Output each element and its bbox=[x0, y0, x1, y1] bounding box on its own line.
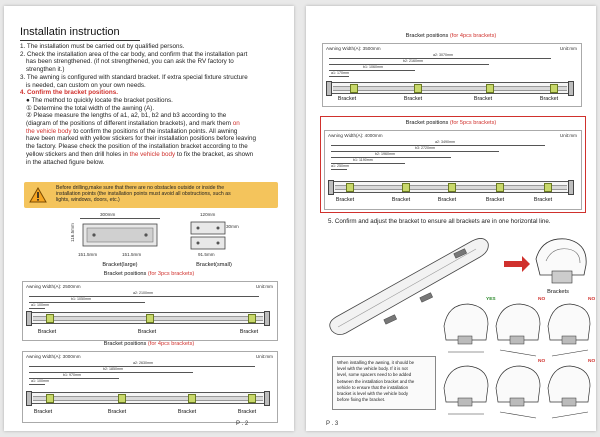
end-cap bbox=[568, 81, 574, 96]
warning-line: Before drilling,make sure that there are no obstacles outside or inside the bbox=[56, 185, 225, 191]
dim-label: b2: 2160mm bbox=[403, 59, 423, 63]
step4-line-text: (diagram of the positions of different installation brackets), and mark them bbox=[26, 120, 231, 128]
end-cap bbox=[26, 391, 32, 406]
diagramA-heading bbox=[366, 33, 536, 39]
dim-label: a2: 2630mm bbox=[133, 361, 153, 365]
dim-line bbox=[29, 308, 45, 309]
diagram4-frame bbox=[22, 351, 278, 423]
note-line: level, some spacers need to be added bbox=[337, 372, 412, 378]
step4-line: ● The method to quickly locate the bracket positions. bbox=[26, 96, 173, 104]
dim-label: a1: 100mm bbox=[31, 379, 49, 383]
item-line: 2. Check the installation area of the car body, and confirm that the installation part bbox=[20, 50, 248, 58]
bracket-sticker bbox=[46, 314, 54, 323]
item-line: strengthen it.) bbox=[26, 66, 65, 74]
dim-line bbox=[331, 151, 499, 152]
step4-line-text: yellow stickers and then drill holes in bbox=[26, 150, 130, 158]
dim-label: b3: 2720mm bbox=[415, 146, 435, 150]
step4-line-text: to fix the bracket, as shown bbox=[175, 150, 254, 158]
note-text bbox=[337, 360, 433, 403]
bracket-sticker bbox=[346, 183, 354, 192]
dim-label: b1: 970mm bbox=[63, 373, 81, 377]
bracket-sticker bbox=[248, 394, 256, 403]
level-check-illustrations bbox=[438, 296, 594, 424]
diagram3-heading bbox=[64, 271, 234, 277]
note-line: between the installation bracket and the bbox=[337, 378, 415, 384]
step5-text: 5. Confirm and adjust the bracket to ensure all brackets are in one horizontal line. bbox=[328, 218, 551, 225]
dim-line bbox=[329, 64, 489, 65]
bracket-label: Bracket bbox=[37, 329, 57, 335]
no-badge: NO bbox=[538, 359, 546, 364]
dim-line bbox=[331, 157, 451, 158]
bracket-label: Bracket bbox=[391, 197, 411, 203]
bracket-label: Bracket bbox=[335, 197, 355, 203]
arrow-icon bbox=[504, 256, 530, 272]
red-word: on bbox=[232, 120, 240, 128]
item-line: is needed, can custom on your own needs. bbox=[26, 81, 146, 89]
note-line: before fixing the bracket. bbox=[337, 397, 386, 403]
bracket-label: Bracket bbox=[33, 409, 53, 415]
warning-icon bbox=[29, 187, 47, 203]
dim-line bbox=[331, 145, 545, 146]
diagram4-heading bbox=[64, 341, 234, 347]
bracket-sticker bbox=[188, 394, 196, 403]
dim-label: 300mm bbox=[100, 212, 116, 217]
dim-line bbox=[331, 169, 347, 170]
awning-rail bbox=[33, 396, 263, 401]
dim-line bbox=[80, 218, 160, 219]
bracket-label: Bracket bbox=[403, 96, 423, 102]
bracket-label: Bracket bbox=[337, 96, 357, 102]
step4-line: the factory. Please check the position of the installation bracket according to the bbox=[26, 143, 248, 151]
dim-label: a1: 170mm bbox=[331, 71, 349, 75]
note-line: level with the vehicle body. If it is not bbox=[337, 366, 408, 372]
intro-list bbox=[20, 43, 290, 166]
bracket-sticker bbox=[414, 84, 422, 93]
dim-line bbox=[29, 296, 259, 297]
step4-line: have been marked with yellow stickers for their installation positions before leaving bbox=[26, 135, 256, 143]
dim-label: b1: 1050mm bbox=[71, 297, 91, 301]
bracket-sticker bbox=[544, 183, 552, 192]
awning-rail bbox=[333, 86, 567, 91]
end-cap bbox=[264, 311, 270, 326]
bracket-label: Bracket bbox=[239, 329, 259, 335]
no-badge: NO bbox=[588, 297, 596, 302]
warning-box bbox=[24, 182, 278, 208]
brackets-label: Brackets bbox=[547, 289, 569, 295]
warning-line: installation points (the installation points must avoid all obstructions, such as bbox=[56, 191, 231, 198]
dim-label: 30mm bbox=[226, 224, 239, 229]
unit-label: Unit:mm bbox=[559, 46, 577, 51]
bracket-sticker bbox=[248, 314, 256, 323]
bracket-sticker bbox=[350, 84, 358, 93]
bracket-label: Bracket bbox=[485, 197, 505, 203]
heading-text: Bracket positions bbox=[405, 33, 450, 39]
step4-line: in the attached figure below. bbox=[26, 158, 105, 166]
bracket-label: Bracket bbox=[437, 197, 457, 203]
awning-width: Awning Width(A): 2500mm bbox=[26, 284, 81, 289]
page-number: P . 2 bbox=[236, 421, 249, 427]
diagram3-frame bbox=[22, 281, 278, 341]
diagramA-frame bbox=[322, 43, 582, 107]
dim-label: a2: 3070mm bbox=[433, 53, 453, 57]
end-cap bbox=[264, 391, 270, 406]
bracket-label: Bracket bbox=[533, 197, 553, 203]
heading-red: (for 4pcs brackets) bbox=[147, 341, 195, 347]
note-line: When installing the awning, it should be bbox=[337, 360, 415, 365]
dim-line bbox=[29, 366, 255, 367]
dim-label: 116.5mm bbox=[70, 223, 75, 242]
bracket-label: Bracket bbox=[177, 409, 197, 415]
item-line: 1. The installation must be carried out by qualified persons. bbox=[20, 43, 185, 50]
left-page bbox=[4, 6, 294, 431]
dim-line bbox=[329, 58, 551, 59]
step4-line: ② Please measure the lengths of a1, a2, b1, b2 and b3 according to the bbox=[26, 112, 227, 120]
red-phrase: the vehicle body bbox=[26, 127, 72, 135]
dim-line bbox=[29, 384, 45, 385]
dim-label: b2: 1960mm bbox=[375, 152, 395, 156]
dim-label: 151.5mm bbox=[78, 252, 98, 257]
bracket-large-caption: Bracket(large) bbox=[102, 262, 138, 268]
dim-label: 151.5mm bbox=[122, 252, 142, 257]
end-cap bbox=[326, 81, 332, 96]
bracket-sticker bbox=[496, 183, 504, 192]
step4-line-text: to confirm the positions of the installation points. All awning bbox=[71, 127, 238, 135]
heading-text: Bracket positions bbox=[103, 271, 148, 277]
bracket-label: Bracket bbox=[237, 409, 257, 415]
awning-bar bbox=[29, 392, 267, 404]
warning-text bbox=[56, 185, 276, 204]
step4-line bbox=[20, 128, 290, 136]
dim-label: a1: 250mm bbox=[331, 164, 349, 168]
bracket-sticker bbox=[402, 183, 410, 192]
dim-label: a1: 100mm bbox=[31, 303, 49, 307]
yes-badge: YES bbox=[486, 297, 496, 302]
diagramB-frame bbox=[324, 130, 582, 210]
dim-label: 91.5mm bbox=[198, 252, 215, 257]
bracket-large-figure bbox=[70, 212, 170, 260]
bracket-label: Bracket bbox=[473, 96, 493, 102]
dim-line bbox=[329, 76, 349, 77]
step4-line bbox=[20, 151, 290, 159]
awning-bar bbox=[29, 312, 267, 324]
title-underline bbox=[20, 40, 140, 41]
awning-width: Awning Width(A): 3000mm bbox=[26, 354, 81, 359]
heading-red: (for 3pcs brackets) bbox=[147, 271, 195, 277]
bracket-sticker bbox=[550, 84, 558, 93]
step4-line: ① Determine the total width of the awning (A). bbox=[26, 104, 155, 112]
step4-title: 4. Confirm the bracket positions. bbox=[20, 89, 118, 97]
note-line: bracket is level with the vehicle body bbox=[337, 391, 409, 397]
bracket-sticker bbox=[448, 183, 456, 192]
dim-line bbox=[29, 372, 193, 373]
no-badge: NO bbox=[588, 359, 596, 364]
bracket-small-figure bbox=[182, 212, 242, 260]
awning-width: Awning Width(A): 3500mm bbox=[326, 46, 381, 51]
bracket-large-icon bbox=[82, 221, 158, 251]
bracket-sticker bbox=[146, 314, 154, 323]
heading-red: (for 5pcs brackets) bbox=[449, 120, 497, 126]
unit-label: Unit:mm bbox=[255, 354, 273, 359]
red-phrase: the vehicle body bbox=[129, 150, 176, 158]
warning-line: lights, windows, doors, etc.) bbox=[56, 197, 120, 204]
awning-bar bbox=[331, 181, 571, 193]
page-title: Installatin instruction bbox=[20, 26, 120, 38]
unit-label: Unit:mm bbox=[559, 133, 577, 138]
note-line: vehicle to ensure that the installation bbox=[337, 384, 409, 390]
no-badge: NO bbox=[538, 297, 546, 302]
bracket-small-caption: Bracket(small) bbox=[196, 262, 232, 268]
heading-text: Bracket positions bbox=[405, 120, 450, 126]
awning-bar bbox=[329, 82, 571, 94]
dim-label: a2: 3490mm bbox=[435, 140, 455, 144]
end-cap bbox=[328, 180, 334, 195]
item-line: 3. The awning is configured with standard bracket. If extra special fixture structure bbox=[20, 73, 248, 81]
bracket-sticker bbox=[118, 394, 126, 403]
dim-label: b1: 1060mm bbox=[363, 65, 383, 69]
dim-label: 120mm bbox=[200, 212, 216, 217]
bracket-sticker bbox=[46, 394, 54, 403]
heading-text: Bracket positions bbox=[103, 341, 148, 347]
step4-line bbox=[20, 120, 290, 128]
item-line: has been strengthened. (if not strengthened, you can ask the RV factory to bbox=[26, 58, 234, 66]
awning-width: Awning Width(A): 4000mm bbox=[328, 133, 383, 138]
note-box bbox=[332, 356, 436, 410]
diagramB-heading bbox=[366, 120, 536, 126]
dim-label: b2: 1850mm bbox=[103, 367, 123, 371]
bracket-sticker bbox=[486, 84, 494, 93]
dim-label: b1: 1190mm bbox=[353, 158, 373, 162]
end-cap bbox=[568, 180, 574, 195]
bracket-closeup-illustration bbox=[496, 231, 592, 291]
bracket-label: Bracket bbox=[539, 96, 559, 102]
right-page bbox=[306, 6, 596, 431]
unit-label: Unit:mm bbox=[255, 284, 273, 289]
page-number: P . 3 bbox=[326, 421, 339, 427]
bracket-label: Bracket bbox=[137, 329, 157, 335]
heading-red: (for 4pcs brackets) bbox=[449, 33, 497, 39]
dim-label: a2: 2100mm bbox=[133, 291, 153, 295]
bracket-label: Bracket bbox=[107, 409, 127, 415]
end-cap bbox=[26, 311, 32, 326]
